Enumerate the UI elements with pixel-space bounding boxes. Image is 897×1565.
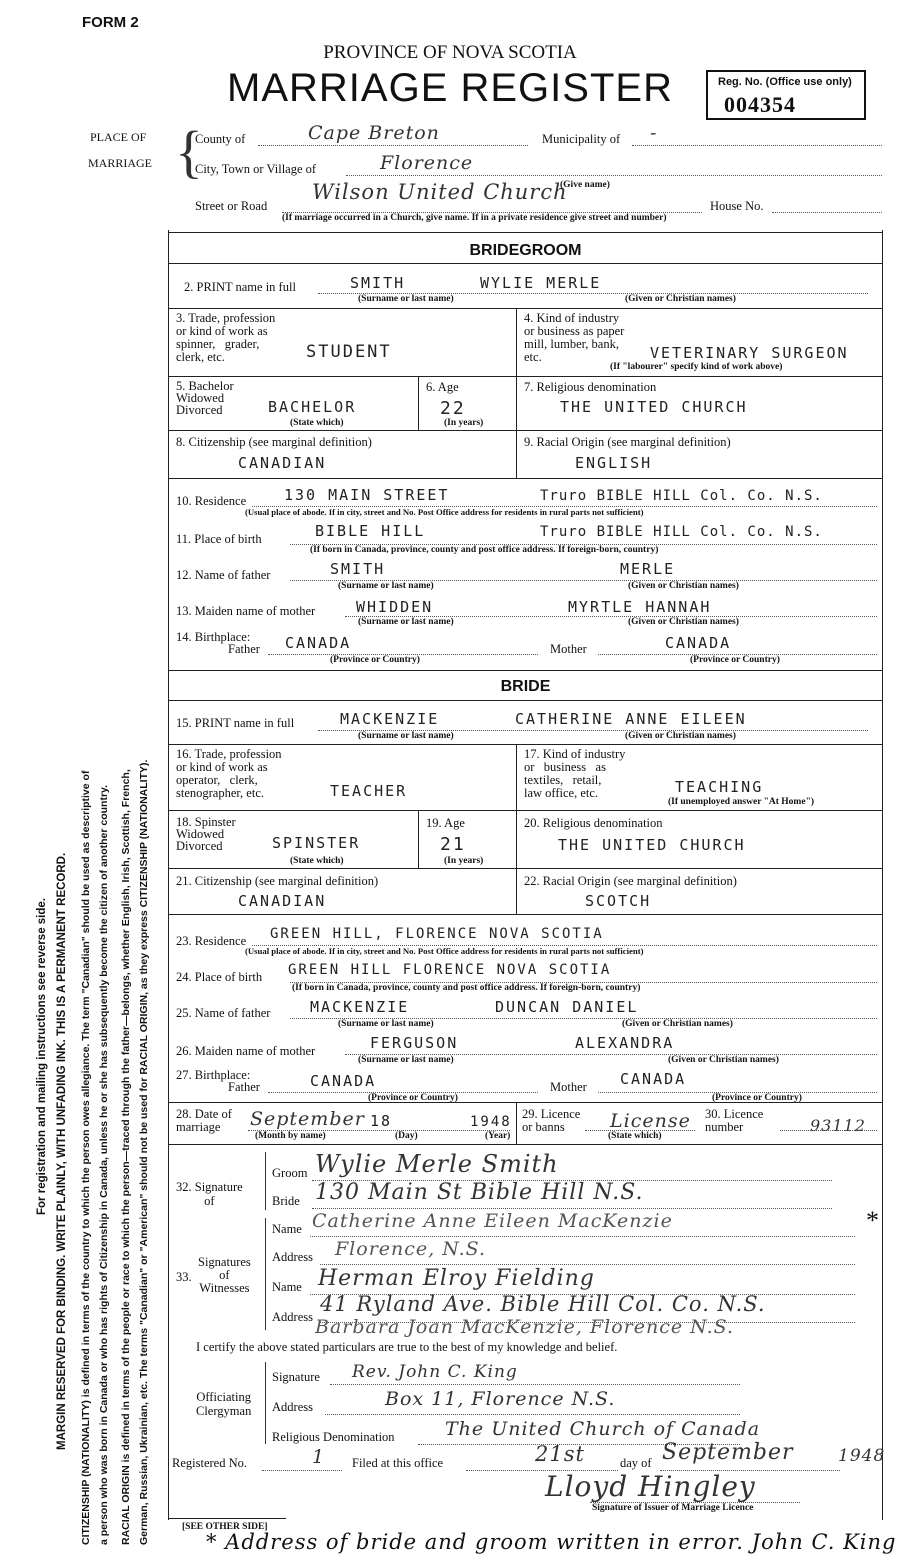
bride-mother-word: Mother [550,1080,587,1094]
groom-mother-label: 13. Maiden name of mother [176,604,316,618]
county-label: County of [195,132,246,146]
groom-birth-right: Truro BIBLE HILL Col. Co. N.S. [540,524,823,540]
licence-label: 29. Licence or banns [522,1107,581,1134]
bride-years-hint: (In years) [444,856,484,866]
clergy-sig-label: Signature [272,1370,320,1384]
church-value: Wilson United Church [312,180,568,204]
issuer-signature: Lloyd Hingley [545,1470,756,1503]
groom-mother-surname: WHIDDEN [356,598,434,616]
licence-number: 93112 [810,1116,866,1135]
bride-residence-label: 23. Residence [176,934,247,948]
groom-given-hint: (Given or Christian names) [625,294,736,304]
groom-surname: SMITH [350,274,406,292]
day-hint: (Day) [395,1131,418,1141]
groom-father-surname: SMITH [330,560,386,578]
street-label: Street or Road [195,199,268,213]
reg-number-label: Reg. No. (Office use only) [718,76,852,88]
groom-religion-label: 7. Religious denomination [524,380,657,394]
give-name-hint: (Give name) [560,180,610,190]
w1-address: Florence, N.S. [335,1238,487,1260]
bride-racial: SCOTCH [585,892,652,910]
bride-mother-label: 26. Maiden name of mother [176,1044,316,1058]
bride-industry-label: 17. Kind of industry or business as textiles, retail, law office, etc. [524,747,626,800]
groom-religion: THE UNITED CHURCH [560,398,748,416]
groom-mother-surname-hint: (Surname or last name) [358,617,454,627]
bride-surname-hint: (Surname or last name) [358,731,454,741]
groom-father-label: 12. Name of father [176,568,271,582]
groom-residence-label: 10. Residence [176,494,247,508]
bride-given: CATHERINE ANNE EILEEN [515,710,747,728]
bride-sig-label: Bride [272,1194,300,1208]
margin-citizenship-2: a person who was born in Canada or who has rights of Citizenship in Canada, unless he or she has subsequently become the citizen of another country. [98,784,110,1545]
bride-citizenship: CANADIAN [238,892,327,910]
groom-trade-label: 3. Trade, profession or kind of work as spinner, grader, clerk, etc. [176,311,276,364]
extra-witness: Barbara Joan MacKenzie, Florence N.S. [315,1316,734,1338]
groom-given: WYLIE MERLE [480,274,602,292]
groom-state-which: (State which) [290,418,344,428]
groom-sig-label: Groom [272,1166,308,1180]
groom-citizenship-label: 8. Citizenship (see marginal definition) [176,435,372,449]
bridegroom-header: BRIDEGROOM [469,242,582,259]
bride-father-surname-hint: (Surname or last name) [338,1019,434,1029]
bride-age: 21 [440,834,466,855]
w1-name-label: Name [272,1222,302,1236]
place-label-2: MARRIAGE [88,156,153,170]
issuer-label: Signature of Issuer of Marriage Licence [592,1503,754,1513]
margin-racial-2: German, Russian, Ukrainian, etc. The terms "Canadian" or "American" should not be used for RACIAL ORIGIN, as they express CITIZENSHIP (NATIONALITY). [138,759,150,1545]
w2-name-label: Name [272,1280,302,1294]
bride-racial-label: 22. Racial Origin (see marginal definition) [524,874,737,888]
w2-name: Herman Elroy Fielding [318,1266,595,1291]
clergy-signature: Rev. John C. King [352,1362,518,1382]
groom-age-label: 6. Age [426,380,459,394]
bride-signature: 130 Main St Bible Hill N.S. [315,1180,644,1205]
house-label: House No. [710,199,764,213]
groom-birth: BIBLE HILL [315,522,426,540]
bride-age-label: 19. Age [426,816,465,830]
reg-number: 004354 [724,92,796,117]
registered-label: Registered No. [172,1456,247,1470]
bride-father-bp-hint: (Province or Country) [368,1093,458,1103]
bride-citizenship-label: 21. Citizenship (see marginal definition) [176,874,379,888]
groom-age: 22 [440,398,466,419]
groom-mother-word: Mother [550,642,587,656]
groom-mother-given: MYRTLE HANNAH [568,598,712,616]
groom-birth-label: 11. Place of birth [176,532,262,546]
clergy-address-label: Address [272,1400,313,1414]
marriage-day: 18 [370,1112,393,1130]
groom-father-surname-hint: (Surname or last name) [338,581,434,591]
w1-address-label: Address [272,1250,313,1264]
groom-industry-label: 4. Kind of industry or business as paper mill, lumber, bank, etc. [524,311,625,364]
town-value: Florence [380,152,474,174]
licence-value: License [610,1110,691,1132]
county-value: Cape Breton [308,122,440,144]
bride-birth-hint: (If born in Canada, province, county and post office address. If foreign-born, country) [292,983,641,993]
footnote: * Address of bride and groom written in error. John C. King [206,1530,897,1554]
margin-binding-notice: MARGIN RESERVED FOR BINDING. WRITE PLAINLY, WITH UNFADING INK. THIS IS A PERMANENT RECORD. [56,852,68,1450]
bride-trade-label: 16. Trade, profession or kind of work as operator, clerk, stenographer, etc. [176,747,282,800]
town-label: City, Town or Village of [195,162,317,176]
place-label-1: PLACE OF [90,130,147,144]
certify-text: I certify the above stated particulars are true to the best of my knowledge and belief. [196,1340,618,1354]
bride-religion-label: 20. Religious denomination [524,816,663,830]
marriage-year: 1948 [470,1114,512,1130]
province-heading: PROVINCE OF NOVA SCOTIA [323,42,577,63]
groom-years-hint: (In years) [444,418,484,428]
bride-surname: MACKENZIE [340,710,440,728]
bride-mother-bp: CANADA [620,1070,687,1088]
bride-residence: GREEN HILL, FLORENCE NOVA SCOTIA [270,926,604,942]
filed-month: September [662,1440,794,1465]
bride-father-surname: MACKENZIE [310,998,410,1016]
municipality-label: Municipality of [542,132,621,146]
margin-instructions: For registration and mailing instructions see reverse side. [36,898,48,1215]
denomination-value: The United Church of Canada [445,1418,761,1440]
bride-industry-hint: (If unemployed answer "At Home") [668,797,815,807]
bride-given-hint: (Given or Christian names) [625,731,736,741]
bride-mother-bp-hint: (Province or Country) [712,1093,802,1103]
municipality-value: - [650,122,658,144]
groom-trade: STUDENT [306,342,392,362]
w2-address-label: Address [272,1310,313,1324]
groom-mother-bp-hint: (Province or Country) [690,655,780,665]
groom-mother-bp: CANADA [665,634,732,652]
groom-father-bp: CANADA [285,634,352,652]
clergy-label: Officiating Clergyman [196,1390,252,1418]
form-label: FORM 2 [82,14,139,31]
year-hint: (Year) [485,1131,511,1141]
groom-status-label: 5. Bachelor Widowed Divorced [176,379,234,417]
groom-father-given: MERLE [620,560,676,578]
groom-industry-hint: (If "labourer" specify kind of work above) [610,362,783,372]
groom-residence: 130 MAIN STREET [284,486,450,504]
registered-number: 1 [312,1446,326,1468]
filed-day: 21st [535,1442,585,1466]
margin-racial-1: RACIAL ORIGIN is defined in terms of the people or race to which the person—traced through the father—belongs, whether English, Irish, Scottish, French, [120,769,132,1545]
bride-father-label: 25. Name of father [176,1006,271,1020]
filed-year: 1948 [838,1446,886,1466]
groom-father-given-hint: (Given or Christian names) [628,581,739,591]
groom-birthplace-label: 14. Birthplace: [176,630,251,644]
page-title: MARRIAGE REGISTER [227,66,673,110]
bride-name-label: 15. PRINT name in full [176,716,295,730]
see-other-side: [SEE OTHER SIDE] [182,1522,268,1532]
bride-state-which: (State which) [290,856,344,866]
groom-father-word: Father [228,642,260,656]
bride-religion: THE UNITED CHURCH [558,836,746,854]
groom-name-label: 2. PRINT name in full [184,280,296,294]
bride-industry: TEACHING [675,778,764,796]
clergy-address: Box 11, Florence N.S. [385,1388,616,1410]
groom-racial: ENGLISH [575,454,653,472]
bride-status: SPINSTER [272,834,361,852]
sig33-number: 33. [176,1270,192,1284]
brace: { [175,119,203,184]
groom-birth-hint: (If born in Canada, province, county and post office address. If foreign-born, country) [310,545,659,555]
groom-industry: VETERINARY SURGEON [650,344,849,362]
groom-surname-hint: (Surname or last name) [358,294,454,304]
bride-father-bp: CANADA [310,1072,377,1090]
w2-address: 41 Ryland Ave. Bible Hill Col. Co. N.S. [320,1292,766,1316]
groom-signature: Wylie Merle Smith [315,1150,559,1178]
groom-racial-label: 9. Racial Origin (see marginal definition) [524,435,731,449]
groom-status: BACHELOR [268,398,357,416]
denomination-label: Religious Denomination [272,1430,395,1444]
groom-mother-given-hint: (Given or Christian names) [628,617,739,627]
marriage-month: September [250,1108,365,1130]
asterisk-mark: * [866,1206,879,1235]
bride-birth-label: 24. Place of birth [176,970,263,984]
bride-birthplace-label: 27. Birthplace: [176,1068,251,1082]
bride-mother-given-hint: (Given or Christian names) [668,1055,779,1065]
bride-father-word: Father [228,1080,260,1094]
bride-residence-hint: (Usual place of abode. If in city, street and No. Post Office address for residents in rural parts not sufficient) [245,946,644,956]
month-hint: (Month by name) [255,1131,326,1141]
bride-trade: TEACHER [330,782,408,800]
sig33-label: Signatures of Witnesses [198,1255,251,1295]
filed-label: Filed at this office [352,1456,444,1470]
bride-birth: GREEN HILL FLORENCE NOVA SCOTIA [288,962,612,978]
w1-name: Catherine Anne Eileen MacKenzie [312,1210,673,1232]
bride-father-given-hint: (Given or Christian names) [622,1019,733,1029]
day-of-label: day of [620,1456,652,1470]
bride-mother-surname-hint: (Surname or last name) [358,1055,454,1065]
sig32-label: 32. Signature of [176,1180,243,1208]
bride-father-given: DUNCAN DANIEL [495,998,639,1016]
licence-number-label: 30. Licence number [705,1107,764,1134]
bride-mother-surname: FERGUSON [370,1034,459,1052]
margin-citizenship-1: CITIZENSHIP (NATIONALITY) is defined in terms of the country to which the person owes allegiance. The term "Canadian" should be used as descriptive of [80,770,92,1545]
bride-header: BRIDE [500,678,551,695]
bride-status-label: 18. Spinster Widowed Divorced [176,815,236,853]
place-note: (If marriage occurred in a Church, give name. If in a private residence give street and number) [282,213,667,223]
bride-mother-given: ALEXANDRA [575,1034,675,1052]
groom-citizenship: CANADIAN [238,454,327,472]
groom-residence-hint: (Usual place of abode. If in city, street and No. Post Office address for residents in rural parts not sufficient) [245,507,644,517]
licence-state-which: (State which) [608,1131,662,1141]
date-label: 28. Date of marriage [176,1107,232,1134]
groom-father-bp-hint: (Province or Country) [330,655,420,665]
reg-number-box [706,70,866,120]
groom-residence-right: Truro BIBLE HILL Col. Co. N.S. [540,488,823,504]
